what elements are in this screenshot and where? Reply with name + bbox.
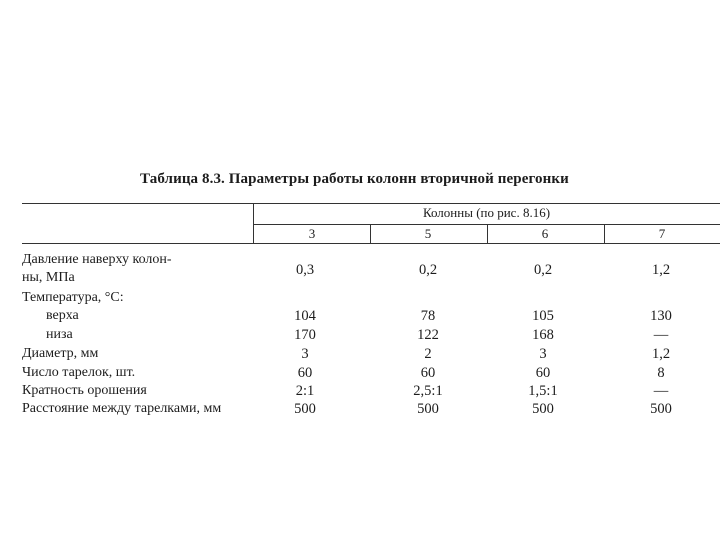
row-label: ны, МПа bbox=[22, 270, 75, 285]
column-header: 5 bbox=[424, 226, 432, 241]
table-cell: — bbox=[653, 327, 669, 343]
row-label: Температура, °С: bbox=[22, 290, 124, 305]
table-cell: 500 bbox=[532, 401, 554, 417]
table-head-rule bbox=[22, 243, 720, 244]
table-cell: 60 bbox=[535, 365, 551, 381]
table-cell: 122 bbox=[417, 327, 439, 343]
table-cell: 60 bbox=[297, 365, 313, 381]
row-label: Расстояние между тарелками, мм bbox=[22, 401, 222, 416]
column-divider bbox=[487, 224, 488, 243]
table-cell: 78 bbox=[420, 308, 436, 324]
table-cell: 2,5:1 bbox=[413, 383, 443, 399]
table-cell: 0,2 bbox=[418, 262, 438, 278]
row-label: верха bbox=[46, 308, 79, 323]
table-title: Таблица 8.3. Параметры работы колонн вторичной перегонки bbox=[140, 171, 569, 187]
table-cell: 104 bbox=[294, 308, 316, 324]
row-label: Число тарелок, шт. bbox=[22, 365, 136, 380]
table-cell: 170 bbox=[294, 327, 316, 343]
table-cell: 3 bbox=[301, 346, 309, 362]
table-cell: 105 bbox=[532, 308, 554, 324]
table-cell: 168 bbox=[532, 327, 554, 343]
table-cell: 2 bbox=[424, 346, 432, 362]
table-top-rule bbox=[22, 203, 720, 204]
table-cell: 2:1 bbox=[295, 383, 315, 399]
table-cell: 8 bbox=[657, 365, 665, 381]
table-cell: — bbox=[653, 383, 669, 399]
row-label: Кратность орошения bbox=[22, 383, 147, 398]
table-cell: 0,3 bbox=[295, 262, 315, 278]
table-cell: 1,2 bbox=[651, 346, 671, 362]
column-header: 7 bbox=[658, 226, 666, 241]
row-label: Давление наверху колон- bbox=[22, 252, 172, 267]
table-cell: 1,5:1 bbox=[528, 383, 558, 399]
table-cell: 500 bbox=[417, 401, 439, 417]
table-cell: 0,2 bbox=[533, 262, 553, 278]
table-cell: 500 bbox=[294, 401, 316, 417]
column-header: 3 bbox=[308, 226, 316, 241]
table-cell: 60 bbox=[420, 365, 436, 381]
header-mid-rule bbox=[253, 224, 720, 225]
table-cell: 500 bbox=[650, 401, 672, 417]
column-header: 6 bbox=[541, 226, 549, 241]
group-header: Колонны (по рис. 8.16) bbox=[422, 205, 551, 220]
column-divider bbox=[604, 224, 605, 243]
row-label: низа bbox=[46, 327, 73, 342]
table-cell: 3 bbox=[539, 346, 547, 362]
row-label: Диаметр, мм bbox=[22, 346, 99, 361]
table-cell: 130 bbox=[650, 308, 672, 324]
column-divider bbox=[370, 224, 371, 243]
table-cell: 1,2 bbox=[651, 262, 671, 278]
